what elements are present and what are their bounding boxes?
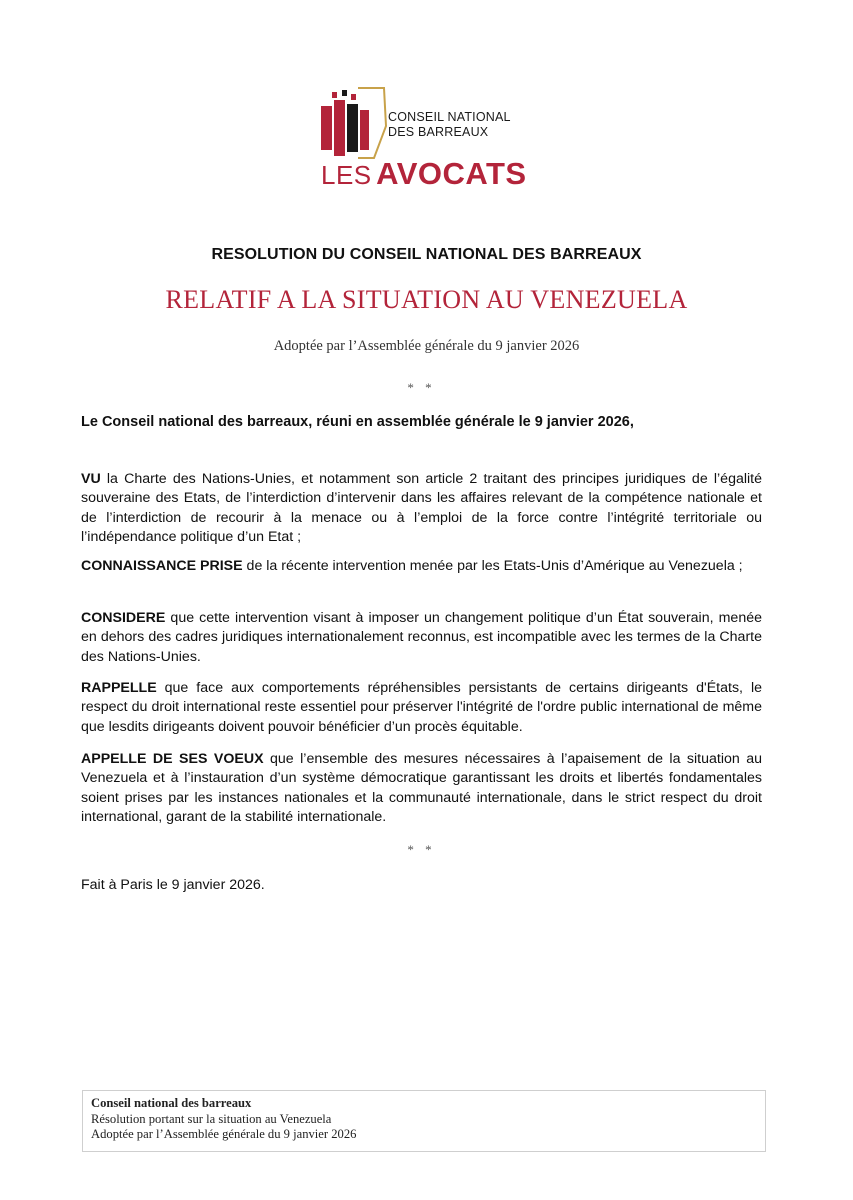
footer-adoption-date: Adoptée par l’Assemblée générale du 9 janvier 2026 [91,1127,357,1141]
paragraph-rappelle [81,679,762,737]
separator-bottom: * * [407,842,436,857]
footer-document-title: Résolution portant sur la situation au Venezuela [91,1111,332,1126]
paragraph-text: que l’ensemble des mesures nécessaires à l’apaisement de la situation au Venezuela et à l’instauration d’un système démocratique garantissant les droits et libertés fondamentales soient prises par les instances nationales et la communauté internationale, dans le strict respect du droit international, garant de la stabilité internationale. [81,751,762,825]
paragraph-connaissance [81,557,762,576]
logo-emblem-icon [318,86,388,166]
paragraph-text: que face aux comportements répréhensibles persistants de certains dirigeants d'États, le respect du droit international reste essentiel pour préserver l'intégrité de l'ordre public international de même que lesdits dirigeants doivent pouvoir bénéficier d’un procès équitable. [81,680,762,735]
paragraph-keyword: VU [81,471,101,487]
logo-line-2: DES BARREAUX [388,125,489,139]
logo-brand-les: LES [321,160,372,190]
document-subtitle: RELATIF A LA SITUATION AU VENEZUELA [165,285,688,314]
logo-brand-avocats: AVOCATS [376,156,527,191]
cnb-logo [318,86,527,191]
intro-statement: Le Conseil national des barreaux, réuni en assemblée générale le 9 janvier 2026, [81,414,634,430]
paragraph-keyword: CONSIDERE [81,610,166,626]
paragraph-keyword: RAPPELLE [81,680,157,696]
footer-organization: Conseil national des barreaux [91,1096,252,1110]
paragraph-vu [81,470,762,547]
paragraph-keyword: CONNAISSANCE PRISE [81,558,243,574]
paragraph-text: de la récente intervention menée par les Etats-Unis d’Amérique au Venezuela ; [242,558,743,574]
logo-brand [321,156,527,192]
paragraph-text: que cette intervention visant à imposer un changement politique d’un État souverain, menée en dehors des cadres juridiques internationalement reconnus, est incompatible avec les termes de la Charte des Nations-Unies. [81,610,762,665]
paragraph-considere [81,609,762,667]
closing-statement: Fait à Paris le 9 janvier 2026. [81,877,265,893]
paragraph-appelle [81,750,762,827]
adoption-date: Adoptée par l’Assemblée générale du 9 janvier 2026 [273,338,580,354]
page-footer [82,1090,766,1152]
paragraph-keyword: APPELLE DE SES VOEUX [81,751,264,767]
document-title: RESOLUTION DU CONSEIL NATIONAL DES BARREAUX [211,246,642,263]
logo-line-1: CONSEIL NATIONAL [388,110,511,124]
paragraph-text: la Charte des Nations-Unies, et notamment son article 2 traitant des principes juridiques de l’égalité souveraine des Etats, de l’interdiction d’intervenir dans les affaires relevant de la compétence nationale et de l’interdiction de recourir à la menace ou à l’emploi de la force contre l’intégrité territoriale ou l’indépendance politique d’un Etat ; [81,471,762,545]
separator-top: * * [407,380,436,395]
